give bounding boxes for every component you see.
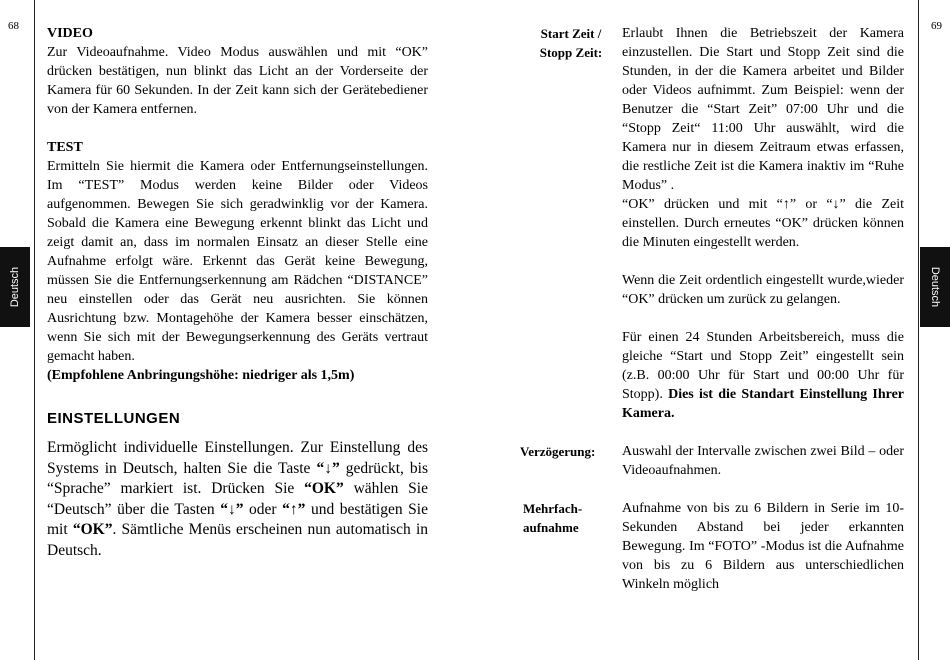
page-margin-rule-right (918, 0, 919, 660)
right-page-column (520, 24, 904, 594)
page-margin-rule-left (34, 0, 35, 660)
start-stop-time-description: Erlaubt Ihnen die Betriebszeit der Kamera einzustellen. Die Start und Stopp Zeit sind die Stunden, in der die Kamera arbeitet und Bilder oder Videos aufnimmt. Zum Beispiel: wenn der Benutzer die “Start Zeit” 07:00 Uhr und die “Stopp Zeit“ 11:00 Uhr auswählt, wird die Kamera nur in diesem Zeitraum etwas erfassen, die restliche Zeit ist die Kamera inaktiv im “Ruhe Modus” . “OK” drücken und mit “↑” or “↓” die Zeit einstellen. Durch erneutes “OK” drücken können die Minuten eingestellt werden. Wenn die Zeit ordentlich eingestellt wurde,wieder “OK” drücken um zurück zu gelangen. Für einen 24 Stunden Arbeitsbereich, muss die gleiche “Start und Stopp Zeit” eingestellt sein (z.B. 00:00 Uhr für Start und 00:00 Uhr für Stopp). Dies ist die Standart Einstellung Ihrer Kamera. (622, 26, 904, 421)
settings-section-text: Ermöglicht individuelle Einstellungen. Zur Einstellung des Systems in Deutsch, halten Sie die Taste “↓” gedrückt, bis “Sprache” markiert ist. Drücken Sie “OK” wählen Sie “Deutsch” über die Tasten “↓” oder “↑” und bestätigen Sie mit “OK”. Sämtliche Menüs erscheinen nun automatisch in Deutsch. (47, 439, 428, 559)
start-stop-time-label: Start Zeit / Stopp Zeit: (539, 26, 603, 60)
language-tab-left (0, 247, 30, 327)
multi-shot-entry (520, 499, 904, 594)
video-section-text: Zur Videoaufnahme. Video Modus auswählen und mit “OK” drücken bestätigen, nun blinkt das Licht an der Vorderseite der Kamera für 60 Sekunden. In der Zeit kann sich der Gerätebediener von der Kamera entfernen. (47, 45, 428, 117)
delay-label: Verzögerung: (520, 444, 596, 459)
test-section-text: Ermitteln Sie hiermit die Kamera oder Entfernungseinstellungen. Im “TEST” Modus werden keine Bilder oder Videos aufgenommen. Bewegen Sie sich geradwinklig vor der Kamera. Sobald die Kamera eine Bewegung erkennt blinkt das Licht und zeigt damit an, dass im normalen Einsatz an dieser Stelle eine Aufnahme erfolgt wäre. Erkennt das Gerät keine Bewegung, müssen Sie die Entfernungserkennung am Rädchen “DISTANCE” neu einstellen oder das Gerät neu ausrichten. Sie können Ausrichtung bzw. Montagehöhe der Kamera besser einschätzen, wenn Sie sich mit der Bewegungserkennung des Geräts vertraut gemacht haben. (47, 159, 428, 364)
left-page-column (47, 24, 428, 561)
language-tab-label: Deutsch (9, 266, 22, 308)
start-stop-time-entry (520, 24, 904, 423)
mounting-height-recommendation: (Empfohlene Anbringungshöhe: niedriger als 1,5m) (47, 368, 355, 383)
multi-shot-description: Aufnahme von bis zu 6 Bildern in Serie im 10-Sekunden Abstand bei jeder erkannten Bewegung. Im “FOTO” -Modus ist die Aufnahme von bis zu 6 Bildern aus unterschiedlichen Winkeln möglich (622, 501, 904, 592)
video-section-title: VIDEO (47, 26, 93, 41)
multi-shot-label: Mehrfach- aufnahme (523, 501, 583, 535)
delay-entry (520, 442, 904, 480)
settings-section-title: EINSTELLUNGEN (47, 410, 181, 427)
page-number-right: 69 (931, 20, 942, 32)
delay-description: Auswahl der Intervalle zwischen zwei Bild – oder Videoaufnahmen. (622, 444, 904, 478)
test-section-title: TEST (47, 140, 83, 155)
language-tab-right (920, 247, 950, 327)
language-tab-label: Deutsch (929, 266, 942, 308)
page-number-left: 68 (8, 20, 19, 32)
